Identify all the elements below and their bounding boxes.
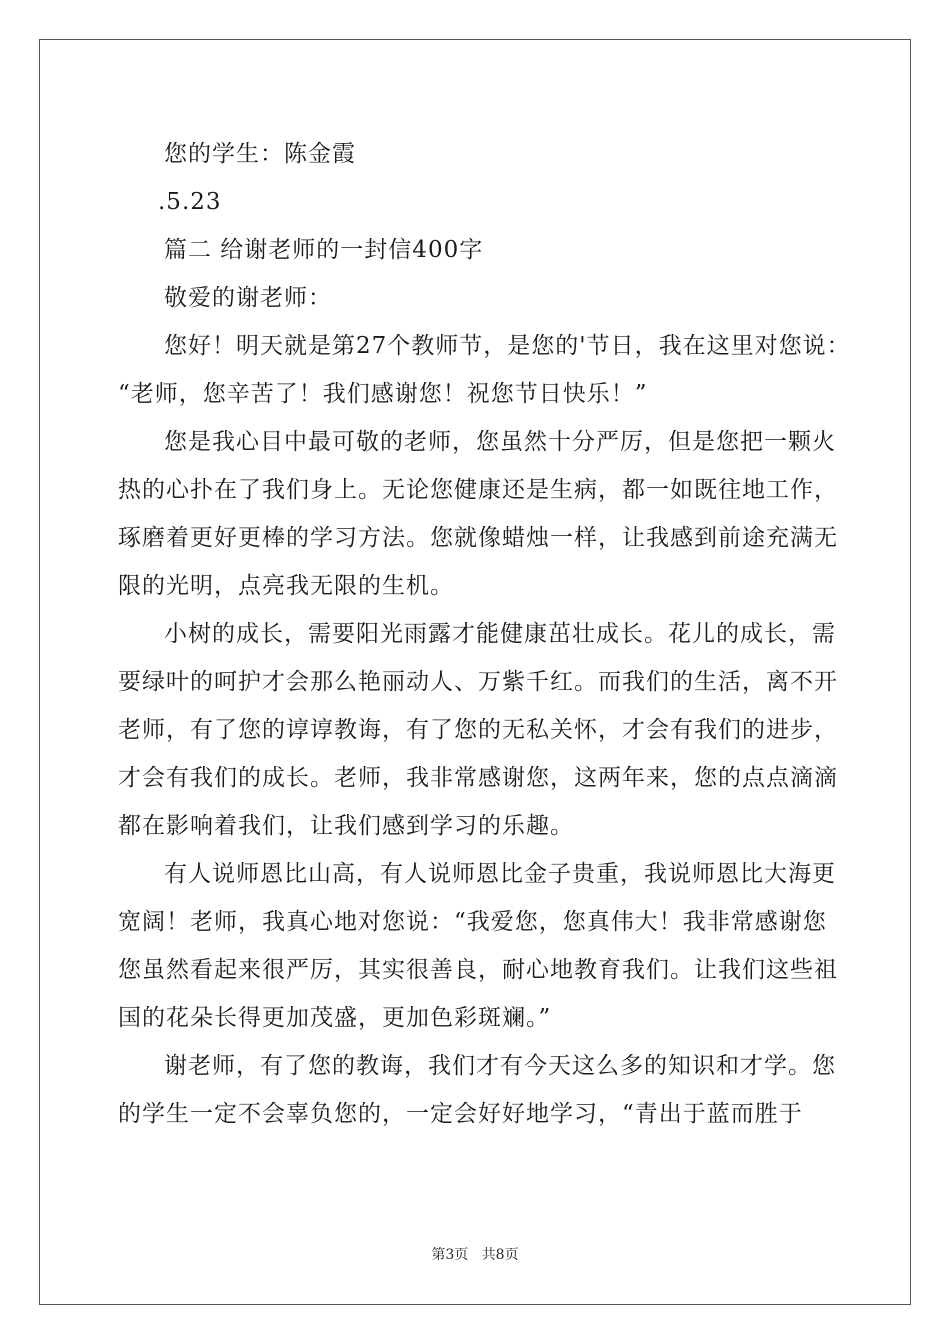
paragraph-line: 琢磨着更好更棒的学习方法。您就像蜡烛一样，让我感到前途充满无 [118,525,838,551]
paragraph-line: 限的光明，点亮我无限的生机。 [118,573,454,599]
paragraph-4 [118,850,838,1042]
paragraph-line: 都在影响着我们，让我们感到学习的乐趣。 [118,813,574,839]
paragraph-line: 才会有我们的成长。老师，我非常感谢您，这两年来，您的点点滴滴 [118,765,838,791]
paragraph-line: 您好！明天就是第27个教师节，是您的'节日，我在这里对您说： [164,333,851,359]
document-body [118,130,851,1138]
page-footer [0,1244,950,1264]
paragraph-2 [118,418,838,610]
paragraph-1 [118,322,851,418]
paragraph-line: 您虽然看起来很严厉，其实很善良，耐心地教育我们。让我们这些祖 [118,957,838,983]
paragraph-line: 谢老师，有了您的教诲，我们才有今天这么多的知识和才学。您 [164,1053,836,1079]
paragraph-line: 您是我心目中最可敬的老师，您虽然十分严厉，但是您把一颗火 [164,429,836,455]
page-total: 共8页 [481,1247,519,1263]
paragraph-line: 小树的成长，需要阳光雨露才能健康茁壮成长。花儿的成长，需 [164,621,836,647]
paragraph-line: “老师，您辛苦了！我们感谢您！祝您节日快乐！” [118,381,648,407]
paragraph-line: 有人说师恩比山高，有人说师恩比金子贵重，我说师恩比大海更 [164,861,836,887]
page-number: 第3页 [431,1247,469,1263]
paragraph-line: 宽阔！老师，我真心地对您说：“我爱您，您真伟大！我非常感谢您 [118,909,827,935]
signature-line: 您的学生：陈金霞 [164,141,356,167]
paragraph-line: 老师，有了您的谆谆教诲，有了您的无私关怀，才会有我们的进步， [118,717,838,743]
paragraph-line: 要绿叶的呵护才会那么艳丽动人、万紫千红。而我们的生活，离不开 [118,669,838,695]
paragraph-3 [118,610,838,850]
salutation: 敬爱的谢老师： [164,285,332,311]
paragraph-line: 的学生一定不会辜负您的，一定会好好地学习，“青出于蓝而胜于 [118,1101,803,1127]
section-heading: 篇二 给谢老师的一封信400字 [164,237,484,263]
paragraph-line: 热的心扑在了我们身上。无论您健康还是生病，都一如既往地工作， [118,477,838,503]
date-line: .5.23 [158,189,222,215]
paragraph-5 [118,1042,838,1138]
paragraph-line: 国的花朵长得更加茂盛，更加色彩斑斓。” [118,1005,552,1031]
